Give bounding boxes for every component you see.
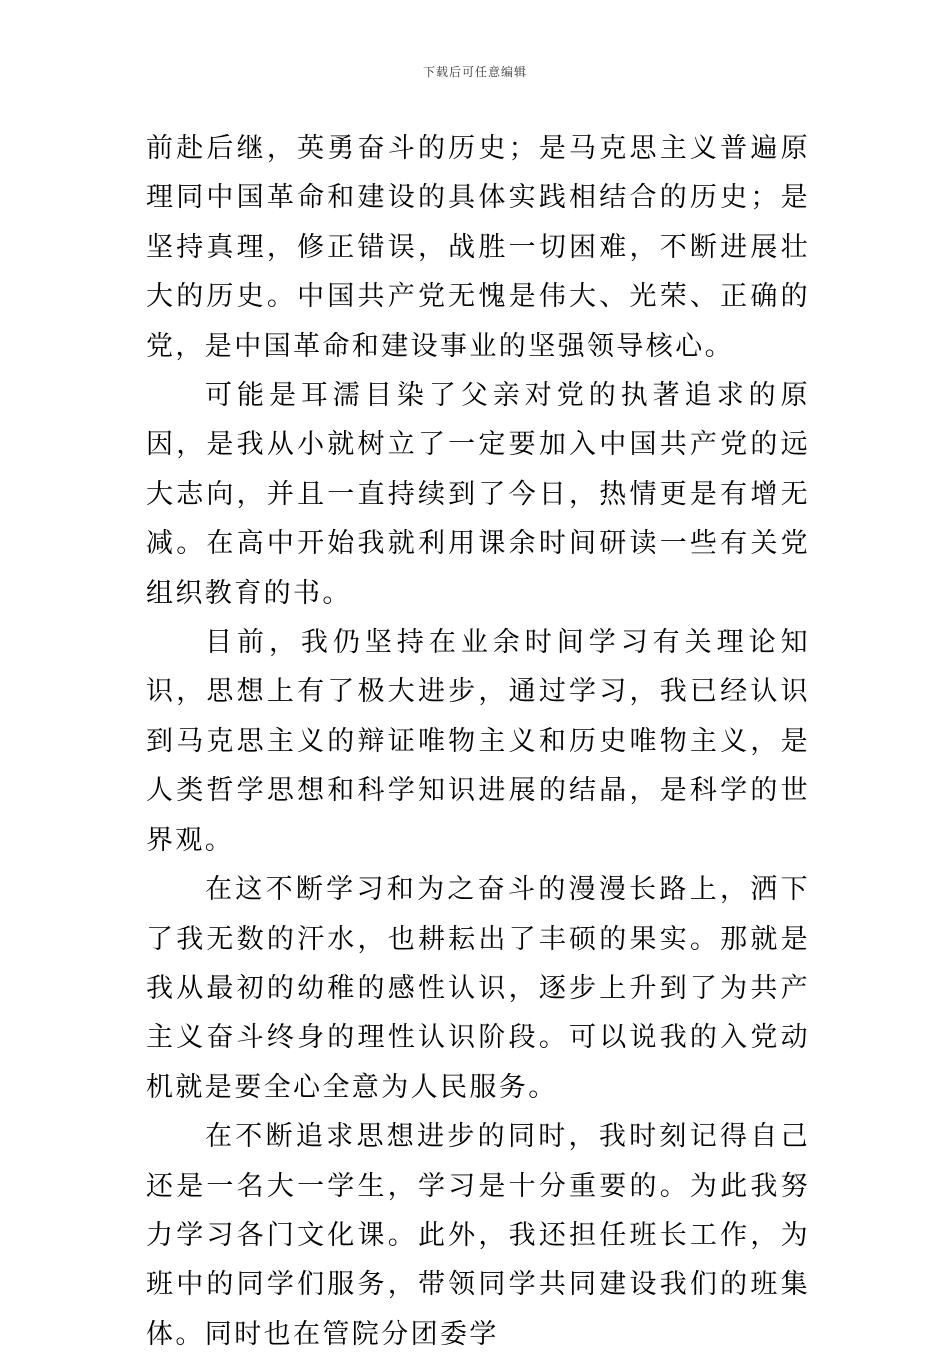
paragraph: 目前，我仍坚持在业余时间学习有关理论知识，思想上有了极大进步，通过学习，我已经认识到马克思主义的辩证唯物主义和历史唯物主义，是人类哲学思想和科学知识进展的结晶，是科学的世界观。	[146, 627, 810, 856]
paragraph-continued: 前赴后继，英勇奋斗的历史；是马克思主义普遍原理同中国革命和建设的具体实践相结合的历史；是坚持真理，修正错误，战胜一切困难，不断进展壮大的历史。中国共产党无愧是伟大、光荣、正确的党，是中国革命和建设事业的坚强领导核心。	[146, 133, 810, 362]
paragraph: 可能是耳濡目染了父亲对党的执著追求的原因，是我从小就树立了一定要加入中国共产党的远大志向，并且一直持续到了今日，热情更是有增无减。在高中开始我就利用课余时间研读一些有关党组织教育的书。	[146, 380, 810, 609]
paragraph: 在这不断学习和为之奋斗的漫漫长路上，洒下了我无数的汗水，也耕耘出了丰硕的果实。那就是我从最初的幼稚的感性认识，逐步上升到了为共产主义奋斗终身的理性认识阶段。可以说我的入党动机就是要全心全意为人民服务。	[146, 874, 810, 1103]
header-note: 下载后可任意编辑	[422, 65, 527, 79]
paragraph: 在不断追求思想进步的同时，我时刻记得自己还是一名大一学生，学习是十分重要的。为此我努力学习各门文化课。此外，我还担任班长工作，为班中的同学们服务，带领同学共同建设我们的班集体。同时也在管院分团委学	[146, 1121, 810, 1350]
document-body	[146, 124, 810, 1359]
